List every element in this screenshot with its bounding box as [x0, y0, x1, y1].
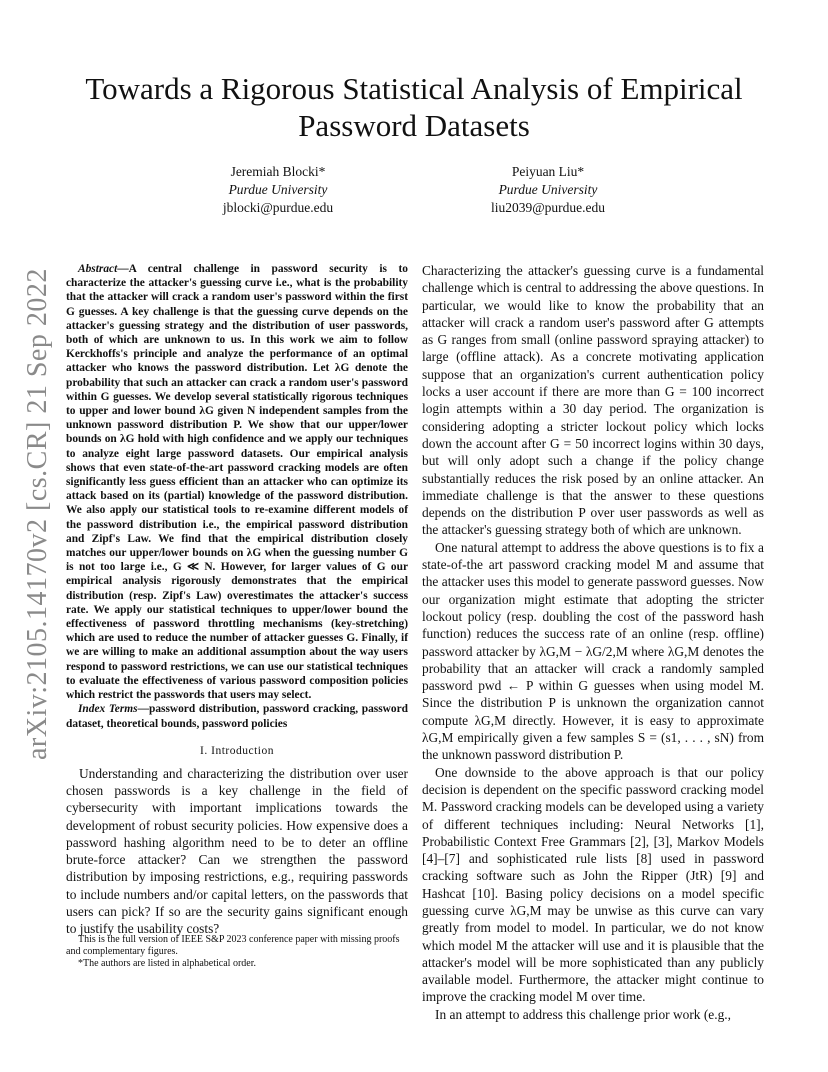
abstract-label: Abstract [78, 263, 118, 275]
author-email: liu2039@purdue.edu [490, 200, 606, 215]
abstract [66, 262, 408, 702]
arxiv-identifier: arXiv:2105.14170v2 [cs.CR] 21 Sep 2022 [22, 268, 53, 760]
author-affiliation: Purdue University [498, 182, 598, 197]
author-affiliation: Purdue University [228, 182, 328, 197]
body-paragraph: In an attempt to address this challenge prior work (e.g., [435, 1006, 731, 1022]
footnote: This is the full version of IEEE S&P 2023 conference paper with missing proofs and complementary figures. [66, 934, 400, 957]
body-paragraph: One downside to the above approach is that our policy decision is dependent on the specific password cracking model M. Password cracking models can be developed using a variety of different techniques including: Neural Networks [1], Probabilistic Context Free Grammars [2], [3], Markov Models [4]–[7] and sophisticated rule lists [8] used in password cracking software such as John the Ripper (JtR) [9] and Hashcat [10]. Basing policy decisions on a model specific guessing curve λG,M may be unwise as this curve can vary greatly from model to model. In particular, we do not know which model M the attacker will use and it is plausible that the attacker's model will be more sophisticated than any publicly available model. Furthermore, the attacker might continue to improve the cracking model M over time. [422, 764, 764, 1005]
body-paragraph: Characterizing the attacker's guessing curve is a fundamental challenge which is central to addressing the above questions. In particular, we would like to know the probability that an attacker will crack a random user's password after G attempts as G ranges from small (online password spraying attacker) to large (offline attack). As a concrete motivating application suppose that an organization's current authentication policy locks a user account if there are more than G = 100 incorrect login attempts within a 30 day period. The organization is considering adopting a stricter lockout policy which locks down the account after G = 50 incorrect logins within 30 days, but will only adopt such a change if the policy change substantially reduces the risk posed by an online attacker. An immediate challenge is that the answer to these questions depends on the distribution P over user passwords as well as the attacker's guessing strategy both of which are unknown. [422, 263, 764, 538]
author-block-2 [438, 163, 658, 217]
left-column [66, 262, 408, 938]
section-heading: I. Introduction [200, 744, 274, 757]
index-terms [66, 702, 408, 730]
author-name: Peiyuan Liu* [511, 164, 585, 179]
body-paragraph: One natural attempt to address the above questions is to fix a state-of-the art password cracking model M and assume that the attacker uses this model to generate password guesses. Now our organization might estimate that adopting the stricter lockout policy (resp. doubling the cost of the password hash function) reduces the success rate of an online (resp. offline) password attacker by λG,M − λG/2,M where λG,M denotes the probability that an attacker will crack a randomly sampled password pwd ← P within G guesses when using model M. Since the distribution P is unknown the organization cannot compute λG,M directly. However, it is easy to approximate λG,M empirically given a few samples S = (s1, . . . , sN) from the unknown password distribution P. [422, 539, 764, 763]
footnote: *The authors are listed in alphabetical order. [78, 958, 256, 969]
paper-title: Towards a Rigorous Statistical Analysis of Empirical Password Datasets [85, 71, 743, 143]
author-email: jblocki@purdue.edu [222, 200, 334, 215]
index-terms-label: Index Terms [78, 703, 138, 716]
author-name: Jeremiah Blocki* [230, 164, 326, 179]
author-block-1 [168, 163, 388, 217]
abstract-text: —A central challenge in password security is to characterize the attacker's guessing curve i.e., what is the probability that the attacker will crack a random user's password within the first G guesses. A key challenge is that the guessing curve depends on the attacker's guessing strategy and the distribution of user passwords, both of which are unknown to us. In this work we aim to follow Kerckhoffs's principle and analyze the performance of an optimal attacker who knows the password distribution. Let λG denote the probability that such an attacker can crack a random user's password within G guesses. We develop several statistically rigorous techniques to upper and lower bound λG given N independent samples from the unknown password distribution P. We show that our upper/lower bounds on λG hold with high confidence and we apply our techniques to analyze eight large password datasets. Our empirical analysis shows that even state-of-the-art password cracking models are often significantly less guess efficient than an attacker who can optimize its attack based on its (partial) knowledge of the password distribution. We also apply our statistical tools to re-examine different models of the password distribution i.e., the empirical password distribution and Zipf's Law. We find that the empirical distribution closely matches our upper/lower bounds on λG when the guessing number G is not too large i.e., G ≪ N. However, for larger values of G our empirical analysis rigorously demonstrates that the empirical distribution (resp. Zipf's Law) overestimates the attacker's success rate. We apply our statistical techniques to upper/lower bound the effectiveness of password throttling mechanisms (key-stretching) which are used to reduce the number of attacker guesses G. Finally, if we are willing to make an additional assumption about the way users respond to password restrictions, we can use our statistical techniques to evaluate the effectiveness of various password composition policies which restrict the passwords that users may select. [66, 263, 408, 702]
index-terms-text: —password distribution, password cracking, password dataset, theoretical bounds, password policies [66, 703, 408, 730]
right-column [422, 262, 764, 1023]
intro-paragraph: Understanding and characterizing the distribution over user chosen passwords is a key challenge in the field of cybersecurity with important implications towards the development of robust security policies. How expensive does a password hashing algorithm need to be to deter an offline brute-force attacker? Can we strengthen the password distribution by imposing restrictions, e.g., requiring passwords to include numbers and/or capital letters, on the passwords that users can pick? If so are the security gains significant enough to justify the usability costs? [66, 765, 408, 937]
footnotes [66, 934, 408, 970]
